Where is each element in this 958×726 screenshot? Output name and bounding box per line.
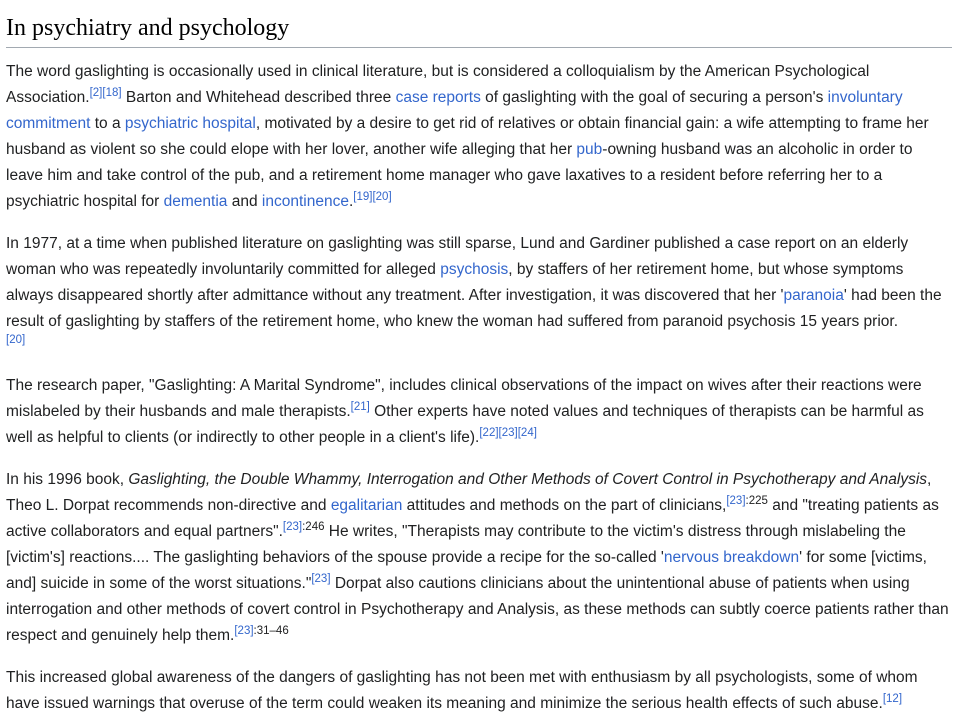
- citation-link[interactable]: [20]: [6, 334, 26, 346]
- citation-23[interactable]: [234, 625, 288, 637]
- link-paranoia[interactable]: paranoia: [783, 287, 844, 304]
- text: Barton and Whitehead described three: [121, 89, 396, 106]
- link-egalitarian[interactable]: egalitarian: [330, 497, 403, 514]
- citation-link[interactable]: [19]: [353, 191, 373, 203]
- text: , Theo L. Dorpat recommends non-directive and: [6, 471, 932, 514]
- link-case-reports[interactable]: case reports: [395, 89, 481, 106]
- text: and: [227, 193, 262, 210]
- text: .: [348, 193, 354, 210]
- text: ' had been the result of gaslighting by staffers of the retirement home, who knew the woman had suffered from paranoid psychosis 15 years prior.: [6, 287, 942, 330]
- page-number: :225: [745, 495, 768, 507]
- citation-link[interactable]: [21]: [350, 401, 370, 413]
- text: The word gaslighting is occasionally used in clinical literature, but is considered a colloquialism by the American Psychological Association.: [6, 63, 870, 106]
- link-involuntary-commitment[interactable]: involuntary commitment: [6, 89, 903, 132]
- text: He writes, "Therapists may contribute to the victim's distress through mislabeling the [victim's] reactions.... The gaslighting behaviors of the spouse provide a recipe for the so-called ': [6, 523, 906, 566]
- link-incontinence[interactable]: incontinence: [261, 193, 349, 210]
- text: This increased global awareness of the dangers of gaslighting has not been met with enthusiasm by all psychologists, some of whom have issued warnings that overuse of the term could weaken its meaning and minimize the serious health effects of such abuse.: [6, 669, 918, 712]
- text: In his 1996 book,: [6, 471, 129, 488]
- text: ' for some [victims, and] suicide in some of the worst situations.": [6, 549, 927, 592]
- citation-link[interactable]: [23]: [311, 573, 331, 585]
- citation-23[interactable]: [726, 495, 768, 507]
- citation-link[interactable]: [23]: [282, 521, 303, 533]
- citation-link[interactable]: [18]: [102, 87, 122, 99]
- section-heading: In psychiatry and psychology: [6, 0, 952, 48]
- citation-link[interactable]: [12]: [882, 693, 903, 705]
- link-psychiatric-hospital[interactable]: psychiatric hospital: [124, 115, 256, 132]
- link-psychosis[interactable]: psychosis: [440, 261, 509, 278]
- citation-2[interactable]: [90, 87, 103, 99]
- text: The research paper, "Gaslighting: A Marital Syndrome", includes clinical observations of the impact on wives after their reactions were mislabeled by their husbands and male therapists.: [6, 377, 922, 420]
- paragraph-4: [6, 467, 952, 649]
- citation-link[interactable]: [2]: [89, 87, 103, 99]
- citation-12[interactable]: [883, 693, 902, 705]
- citation-21[interactable]: [351, 401, 370, 413]
- text: , by staffers of her retirement home, but whose symptoms always disappeared shortly after admittance without any treatment. After investigation, it was discovered that her ': [6, 261, 904, 304]
- citation-23[interactable]: [499, 427, 518, 439]
- citation-20[interactable]: [372, 191, 391, 203]
- paragraph-5: [6, 665, 952, 717]
- link-dementia[interactable]: dementia: [163, 193, 228, 210]
- text: Other experts have noted values and techniques of therapists can be harmful as well as helpful to clients (or indirectly to other people in a client's life).: [6, 403, 924, 446]
- text: of gaslighting with the goal of securing a person's: [480, 89, 828, 106]
- citation-19[interactable]: [353, 191, 372, 203]
- text: -owning husband was an alcoholic in order to leave him and take control of the pub, and a retirement home manager who gave laxatives to a resident before referring her to a psychiatric hospital for: [6, 141, 913, 210]
- citation-link[interactable]: [23]: [234, 625, 254, 637]
- text: to a: [90, 115, 125, 132]
- book-title: Gaslighting, the Double Whammy, Interrogation and Other Methods of Covert Control in Psychotherapy and Analysis: [128, 471, 928, 488]
- paragraph-2: [6, 231, 952, 335]
- text: and "treating patients as active collaborators and equal partners".: [6, 497, 939, 540]
- text: attitudes and methods on the part of clinicians,: [402, 497, 727, 514]
- text: , motivated by a desire to get rid of relatives or obtain financial gain: a wife attempting to frame her husband as violent so she could elope with her lover, another wife alleging that her: [6, 115, 929, 158]
- citation-22[interactable]: [479, 427, 498, 439]
- paragraph-3: [6, 373, 952, 451]
- text: Dorpat also cautions clinicians about the unintentional abuse of patients when using interrogation and other methods of covert control in Psychotherapy and Analysis, as these methods can subtly coerce patients rather than respect and genuinely help them.: [6, 575, 949, 644]
- citation-24[interactable]: [518, 427, 537, 439]
- paragraph-1: [6, 59, 952, 215]
- citation-link[interactable]: [24]: [517, 427, 537, 439]
- citation-18[interactable]: [102, 87, 121, 99]
- citation-link[interactable]: [22]: [479, 427, 499, 439]
- citation-link[interactable]: [23]: [498, 427, 518, 439]
- citation-23[interactable]: [283, 521, 325, 533]
- citation-link[interactable]: [20]: [372, 191, 392, 203]
- text: In 1977, at a time when published literature on gaslighting was still sparse, Lund and Gardiner published a case report on an elderly woman who was repeatedly involuntarily committed for alleged: [6, 235, 909, 278]
- link-pub[interactable]: pub: [576, 141, 603, 158]
- page-number: :31–46: [253, 625, 289, 637]
- page-number: :246: [302, 521, 325, 533]
- citation-23[interactable]: [311, 573, 330, 585]
- link-nervous-breakdown[interactable]: nervous breakdown: [663, 549, 800, 566]
- citation-link[interactable]: [23]: [726, 495, 746, 507]
